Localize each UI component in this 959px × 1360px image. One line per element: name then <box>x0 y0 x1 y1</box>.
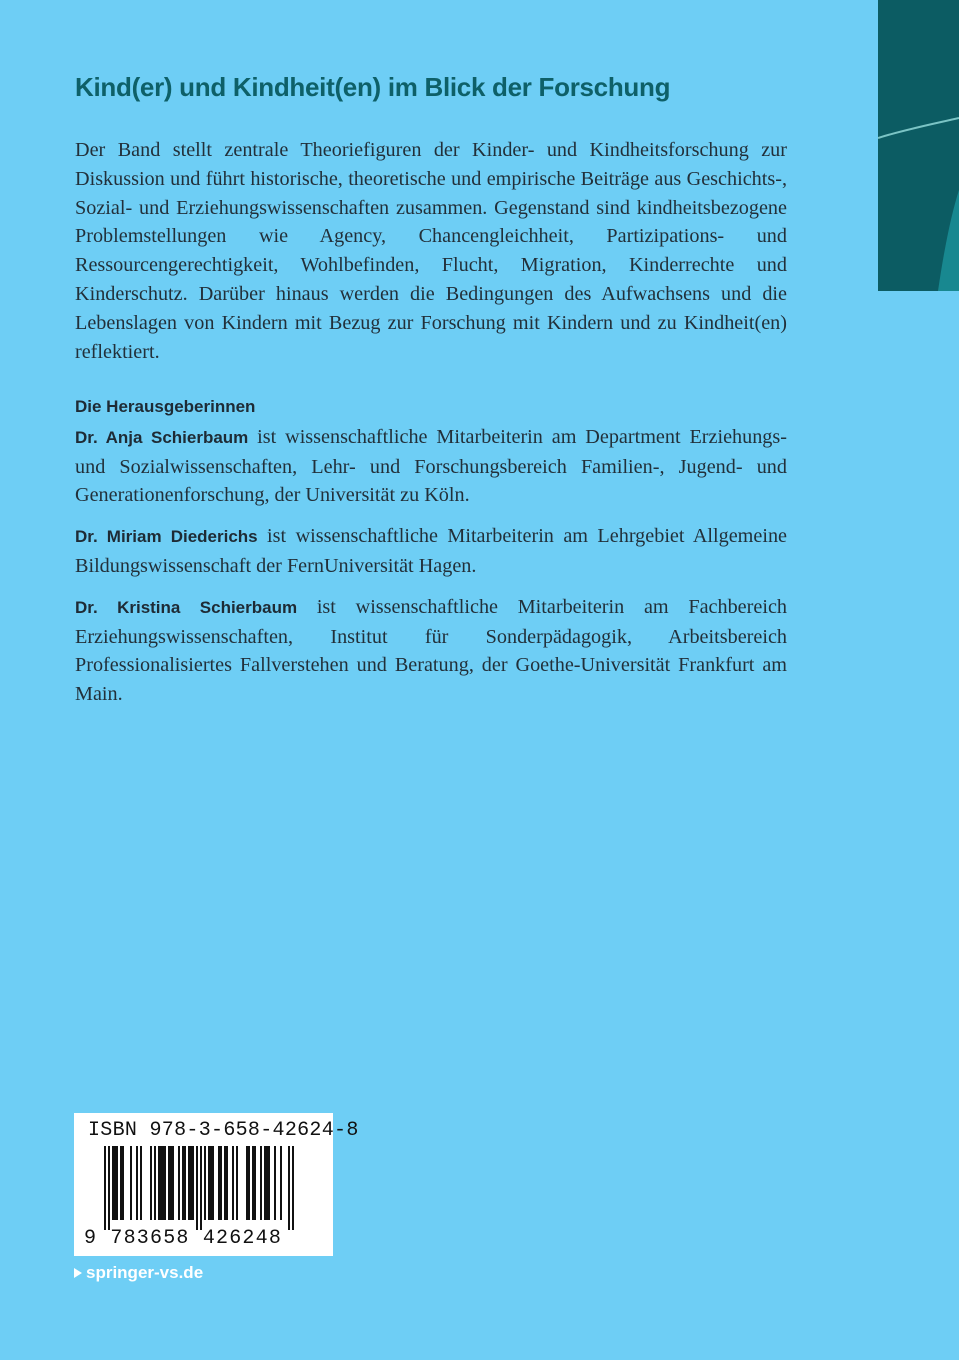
barcode-bar <box>170 1146 172 1220</box>
barcode-bar <box>260 1146 262 1220</box>
barcode-bar <box>274 1146 276 1220</box>
barcode-bar <box>122 1146 124 1220</box>
editor-bio-paragraph <box>75 423 787 510</box>
barcode-bar <box>266 1146 268 1220</box>
barcode-bar <box>252 1146 254 1220</box>
barcode-bar <box>112 1146 114 1220</box>
barcode-bar <box>288 1146 290 1230</box>
barcode-bar <box>190 1146 192 1220</box>
intro-paragraph: Der Band stellt zentrale Theoriefiguren der Kinder- und Kindheitsforschung zur Diskussion und führt historische, theoretische und empirische Beiträge aus Geschichts-, Sozial- und Erziehungswissenschaften zusammen. Gegenstand sind kindheitsbezogene Problemstellungen wie Agency, Chancengleichheit, Partizipations- und Ressourcengerechtigkeit, Wohlbefinden, Flucht, Migration, Kinderrechte und Kinderschutz. Darüber hinaus werden die Bedingungen des Aufwachsens und die Lebenslagen von Kindern mit Bezug zur Forschung mit Kindern und zu Kindheit(en) reflektiert. <box>75 139 787 363</box>
barcode-bar <box>114 1146 116 1220</box>
barcode-bar <box>236 1146 238 1220</box>
barcode-bar <box>212 1146 214 1220</box>
barcode-bar <box>200 1146 202 1230</box>
editor-bio-text: ist wissenschaftliche Mitarbeiterin am Lehrgebiet Allgemeine Bildungswissenschaft der FernUniversität Hagen. <box>75 525 787 577</box>
editor-bio-text: ist wissenschaftliche Mitarbeiterin am Fachbereich Erziehungswissenschaften, Institut für Sonderpädagogik, Arbeitsbereich Professionalisiertes Fallverstehen und Beratung, der Goethe-Universität Frankfurt am Main. <box>75 596 787 706</box>
book-title: Kind(er) und Kindheit(en) im Blick der Forschung <box>75 72 671 102</box>
play-arrow-icon <box>74 1268 82 1278</box>
barcode-bar <box>226 1146 228 1220</box>
barcode-bar <box>158 1146 160 1220</box>
barcode-bar <box>160 1146 162 1220</box>
barcode-bar <box>172 1146 174 1220</box>
editor-bio-text: ist wissenschaftliche Mitarbeiterin am Department Erziehungs- und Sozialwissenschaften, Lehr- und Forschungsbereich Familien-, Jugend- und Generationenforschung, der Universität zu Köln. <box>75 426 787 507</box>
editor-bio-paragraph <box>75 522 787 580</box>
barcode-bar <box>120 1146 122 1220</box>
barcode-bar <box>192 1146 194 1220</box>
barcode-bar <box>218 1146 220 1220</box>
barcode-bar <box>162 1146 164 1220</box>
isbn-barcode <box>74 1113 359 1256</box>
editor-name: Dr. Miriam Diederichs <box>75 527 258 546</box>
publisher-url: springer-vs.de <box>86 1263 204 1282</box>
barcode-bar <box>140 1146 142 1220</box>
barcode-bar <box>188 1146 190 1220</box>
barcode-bar <box>292 1146 294 1230</box>
editor-name: Dr. Kristina Schierbaum <box>75 598 298 617</box>
barcode-bar <box>168 1146 170 1220</box>
barcode-bar <box>246 1146 248 1220</box>
barcode-bars <box>104 1146 304 1230</box>
barcode-bar <box>248 1146 250 1220</box>
barcode-bar <box>164 1146 166 1220</box>
barcode-bar <box>264 1146 266 1220</box>
isbn-digits: 9 783658 426248 <box>84 1227 283 1250</box>
intro-section <box>75 136 787 366</box>
barcode-bar <box>232 1146 234 1220</box>
barcode-bar <box>136 1146 138 1220</box>
barcode-bar <box>154 1146 156 1220</box>
barcode-bar <box>182 1146 184 1220</box>
barcode-bar <box>220 1146 222 1220</box>
barcode-bar <box>210 1146 212 1220</box>
barcode-bar <box>208 1146 210 1220</box>
editor-bio-paragraph <box>75 593 787 709</box>
barcode-bar <box>116 1146 118 1220</box>
editors-heading: Die Herausgeberinnen <box>75 397 256 416</box>
corner-decoration <box>878 0 959 291</box>
barcode-bar <box>130 1146 132 1220</box>
barcode-bar <box>224 1146 226 1220</box>
barcode-bar <box>268 1146 270 1220</box>
editor-name: Dr. Anja Schierbaum <box>75 428 249 447</box>
barcode-bar <box>104 1146 106 1230</box>
isbn-label: ISBN 978-3-658-42624-8 <box>88 1119 359 1142</box>
barcode-bar <box>254 1146 256 1220</box>
corner-swoosh-graphic <box>878 0 959 291</box>
barcode-bar <box>280 1146 282 1220</box>
barcode-bar <box>184 1146 186 1220</box>
barcode-bar <box>204 1146 206 1220</box>
publisher-link[interactable] <box>74 1263 203 1283</box>
barcode-bar <box>178 1146 180 1220</box>
barcode-bar <box>108 1146 110 1230</box>
editor-bio-1 <box>75 423 787 510</box>
editor-bio-3 <box>75 593 787 709</box>
editor-bio-2 <box>75 522 787 580</box>
barcode-bar <box>150 1146 152 1220</box>
barcode-bar <box>196 1146 198 1230</box>
